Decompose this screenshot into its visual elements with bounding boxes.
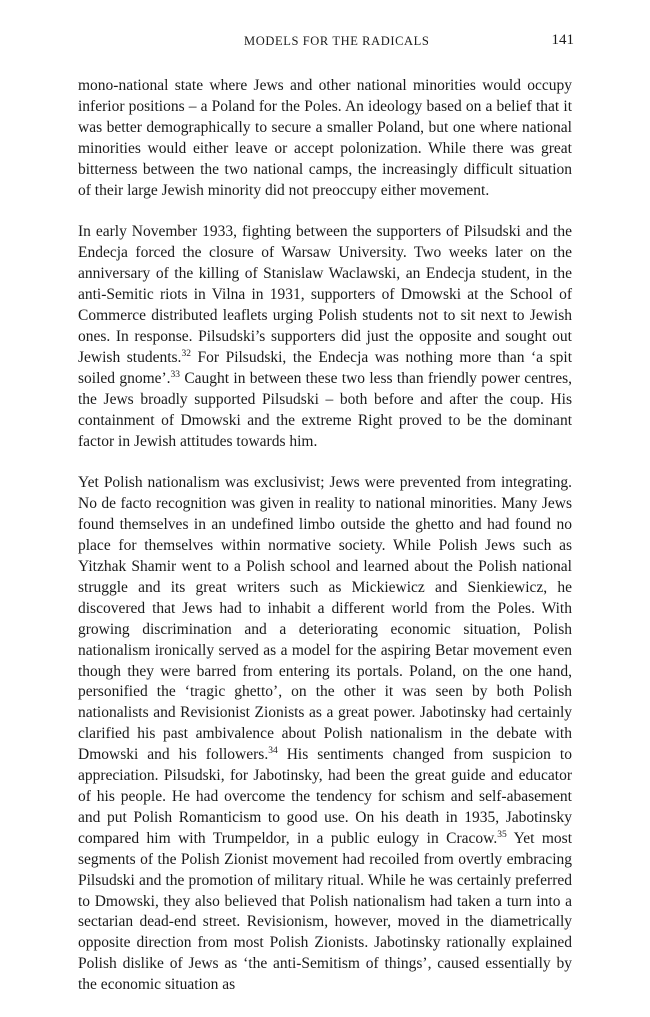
footnote-ref: 35 [497, 829, 507, 840]
paragraph [78, 222, 572, 452]
paragraph-text: Yet most segments of the Polish Zionist movement had recoiled from overtly embracing Pilsudski and the promotion of military ritual. While he was certainly preferred to Dmowski, they also believed that Polish nationalism had taken a turn into a sectarian dead-end street. Revisionism, however, moved in the diametrically opposite direction from most Polish Zionists. Jabotinsky rationally explained Polish dislike of Jews as ‘the anti-Semitism of things’, caused essentially by the economic situation as [78, 829, 573, 994]
footnote-ref: 32 [181, 348, 191, 359]
running-head: MODELS FOR THE RADICALS [244, 34, 430, 48]
paragraph-text: Yet Polish nationalism was exclusivist; Jews were prevented from integrating. No de facto recognition was given in reality to national minorities. Many Jews found themselves in an undefined limbo outside the ghetto and had found no place for themselves within normative society. While Polish Jews such as Yitzhak Shamir went to a Polish school and learned about the Polish national struggle and its great writers such as Mickiewicz and Sienkiewicz, he discovered that Jews had to inhabit a different world from the Poles. With growing discrimination and a deteriorating economic situation, Polish nationalism ironically served as a model for the aspiring Betar movement even though they were barred from entering its portals. Poland, on the one hand, personified the ‘tragic ghetto’, on the other it was seen by both Polish nationalists and Revisionist Zionists as a great power. Jabotinsky had certainly clarified his past ambivalence about Polish nationalism in the debate with Dmowski and his followers. [78, 474, 572, 764]
footnote-ref: 33 [170, 369, 181, 380]
paragraph [78, 76, 572, 201]
page-number: 141 [551, 32, 574, 48]
paragraph-text: His sentiments changed from suspicion to appreciation. Pilsudski, for Jabotinsky, had been the great guide and educator of his people. He had overcome the tendency for schism and self-abasement and put Polish Romanticism to good use. On his death in 1935, Jabotinsky compared him with Trumpeldor, in a public eulogy in Cracow. [78, 746, 572, 847]
paragraph-text: Caught in between these two less than friendly power centres, the Jews broadly supported Pilsudski – both before and after the coup. His containment of Dmowski and the extreme Right proved to be the dominant factor in Jewish attitudes towards him. [78, 369, 572, 450]
paragraph-text: mono-national state where Jews and other national minorities would occupy inferior positions – a Poland for the Poles. An ideology based on a belief that it was better demographically to secure a smaller Poland, but one where national minorities would either leave or accept polonization. While there was great bitterness between the two national camps, the increasingly difficult situation of their large Jewish minority did not preoccupy either movement. [78, 77, 572, 199]
paragraph-text: In early November 1933, fighting between the supporters of Pilsudski and the Endecja forced the closure of Warsaw University. Two weeks later on the anniversary of the killing of Stanislaw Waclawski, an Endecja student, in the anti-Semitic riots in Vilna in 1931, supporters of Dmowski at the School of Commerce distributed leaflets urging Polish students not to sit next to Jewish ones. In response. Pilsudski’s supporters did just the opposite and sought out Jewish students. [78, 223, 572, 366]
footnote-ref: 34 [268, 746, 278, 757]
body-text [78, 76, 572, 1017]
paragraph [78, 473, 572, 996]
paragraph-text: For Pilsudski, the Endecja was nothing more than ‘a spit soiled gnome’. [78, 348, 572, 387]
